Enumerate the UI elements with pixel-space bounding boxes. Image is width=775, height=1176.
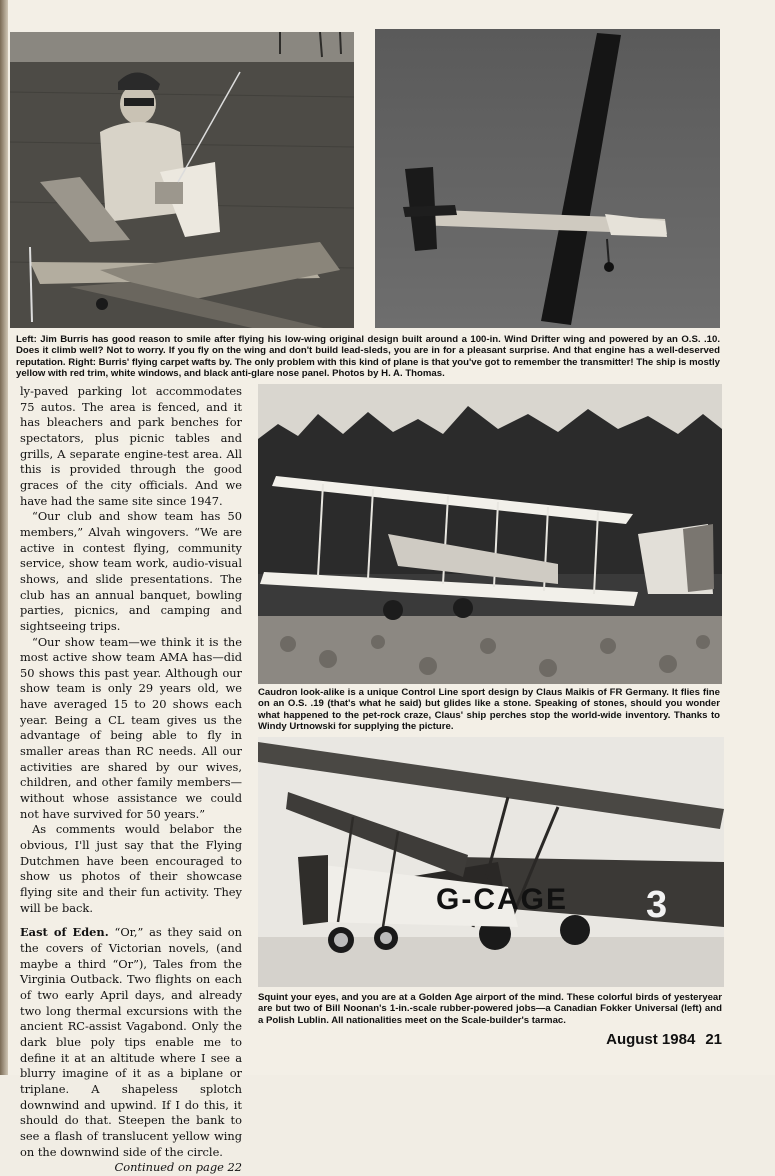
body-paragraph-1: ly-paved parking lot accommodates 75 autos. The area is fenced, and it has bleachers and park benches for spectators, plus picnic tables and grills, A separate engine-test area. All this is provided through the good graces of the city officials. And we have had the same site since 1947. [20, 384, 242, 508]
caption-middle-text: Caudron look-alike is a unique Control Line sport design by Claus Maikis of FR Germany. It flies fine on an O.S. .19 (that's what he said) but glides like a stone. Speaking of stones, should you wonder what happened to the pet-rock craze, Claus' ship perches stop the world-wide inventory. Thanks to Windy Urtnowski for supplying the picture. [258, 687, 720, 732]
photo-fokker-lublin [258, 737, 724, 987]
photo-fuselage-number: 3 [646, 884, 668, 926]
body-paragraph-2: “Our club and show team has 50 members,” Alvah wingovers. “We are active in contest flying, community service, show team work, audio-visual shows, and slide presentations. The club has an annual banquet, bowling parties, picnics, and camping and sightseeing trips. [20, 509, 242, 633]
caption-middle [258, 687, 720, 732]
page-footer [606, 1031, 722, 1048]
caption-top [16, 334, 720, 379]
body-paragraph-3: “Our show team—we think it is the most active show team AMA has—did 50 shows this past year. Although our show team is only 29 years old, we have averaged 15 to 20 shows each year. Being a CL team gives us the advantage of being able to fly in smaller areas than RC needs. All our activities are shared by our wives, children, and other family members—without whose assistance we could not have survived for 50 years.” [20, 634, 242, 821]
photo-jim-burris [10, 32, 354, 328]
photo-registration-text: G-CAGE [436, 883, 568, 916]
page-edge [0, 0, 8, 1075]
page-number: 21 [705, 1031, 722, 1048]
issue-date: August 1984 [606, 1031, 696, 1048]
continued-link[interactable]: Continued on page 22 [114, 1160, 242, 1175]
photo-caudron-biplane [258, 384, 722, 684]
caption-bottom [258, 992, 722, 1026]
body-paragraph-4: As comments would belabor the obvious, I'll just say that the Flying Dutchmen have been encouraged to show us photos of their showcase flying site and their fun activity. They will be back. [20, 822, 242, 915]
caption-bottom-text: Squint your eyes, and you are at a Golden Age airport of the mind. These colorful birds of yesteryear are but two of Bill Noonan's 1-in.-scale rubber-powered jobs—a Canadian Fokker Universal (left) and a Polish Lublin. All nationalities meet on the Scale-builder's tarmac. [258, 992, 722, 1026]
body-paragraph-5 [20, 925, 242, 1160]
caption-top-text: Left: Jim Burris has good reason to smile after flying his low-wing original design built around a 100-in. Wind Drifter wing and powered by an O.S. .10. Does it climb well? Not to worry. If you fly on the wing and don't build lead-sleds, you are in for a pleasant surprise. And that engine has a well-deserved reputation. Right: Burris' flying carpet wafts by. The only problem with this kind of plane is that you've got to remember the transmitter! The ship is mostly yellow with red trim, white windows, and black anti-glare nose panel. Photos by H. A. Thomas. [16, 334, 720, 379]
body-paragraph-5-text: “Or,” as they said on the covers of Victorian novels, (and maybe a third “Or”), Tales from the Virginia Outback. Two flights on each of two early April days, and already two long thermal excursions with the ancient RC-assist Vagabond. Only the dark blue poly tips enable me to define it at an altitude where I see a blurry imagine of it as a biplane or triplane. A shapeless splotch downwind and upwind. If I do this, it should do that. Steepen the bank to see a flash of translucent yellow wing on the downwind side of the circle. [20, 925, 242, 1159]
section-heading: East of Eden. [20, 925, 109, 940]
photo-flying-carpet [375, 29, 720, 328]
body-column [20, 384, 242, 1176]
